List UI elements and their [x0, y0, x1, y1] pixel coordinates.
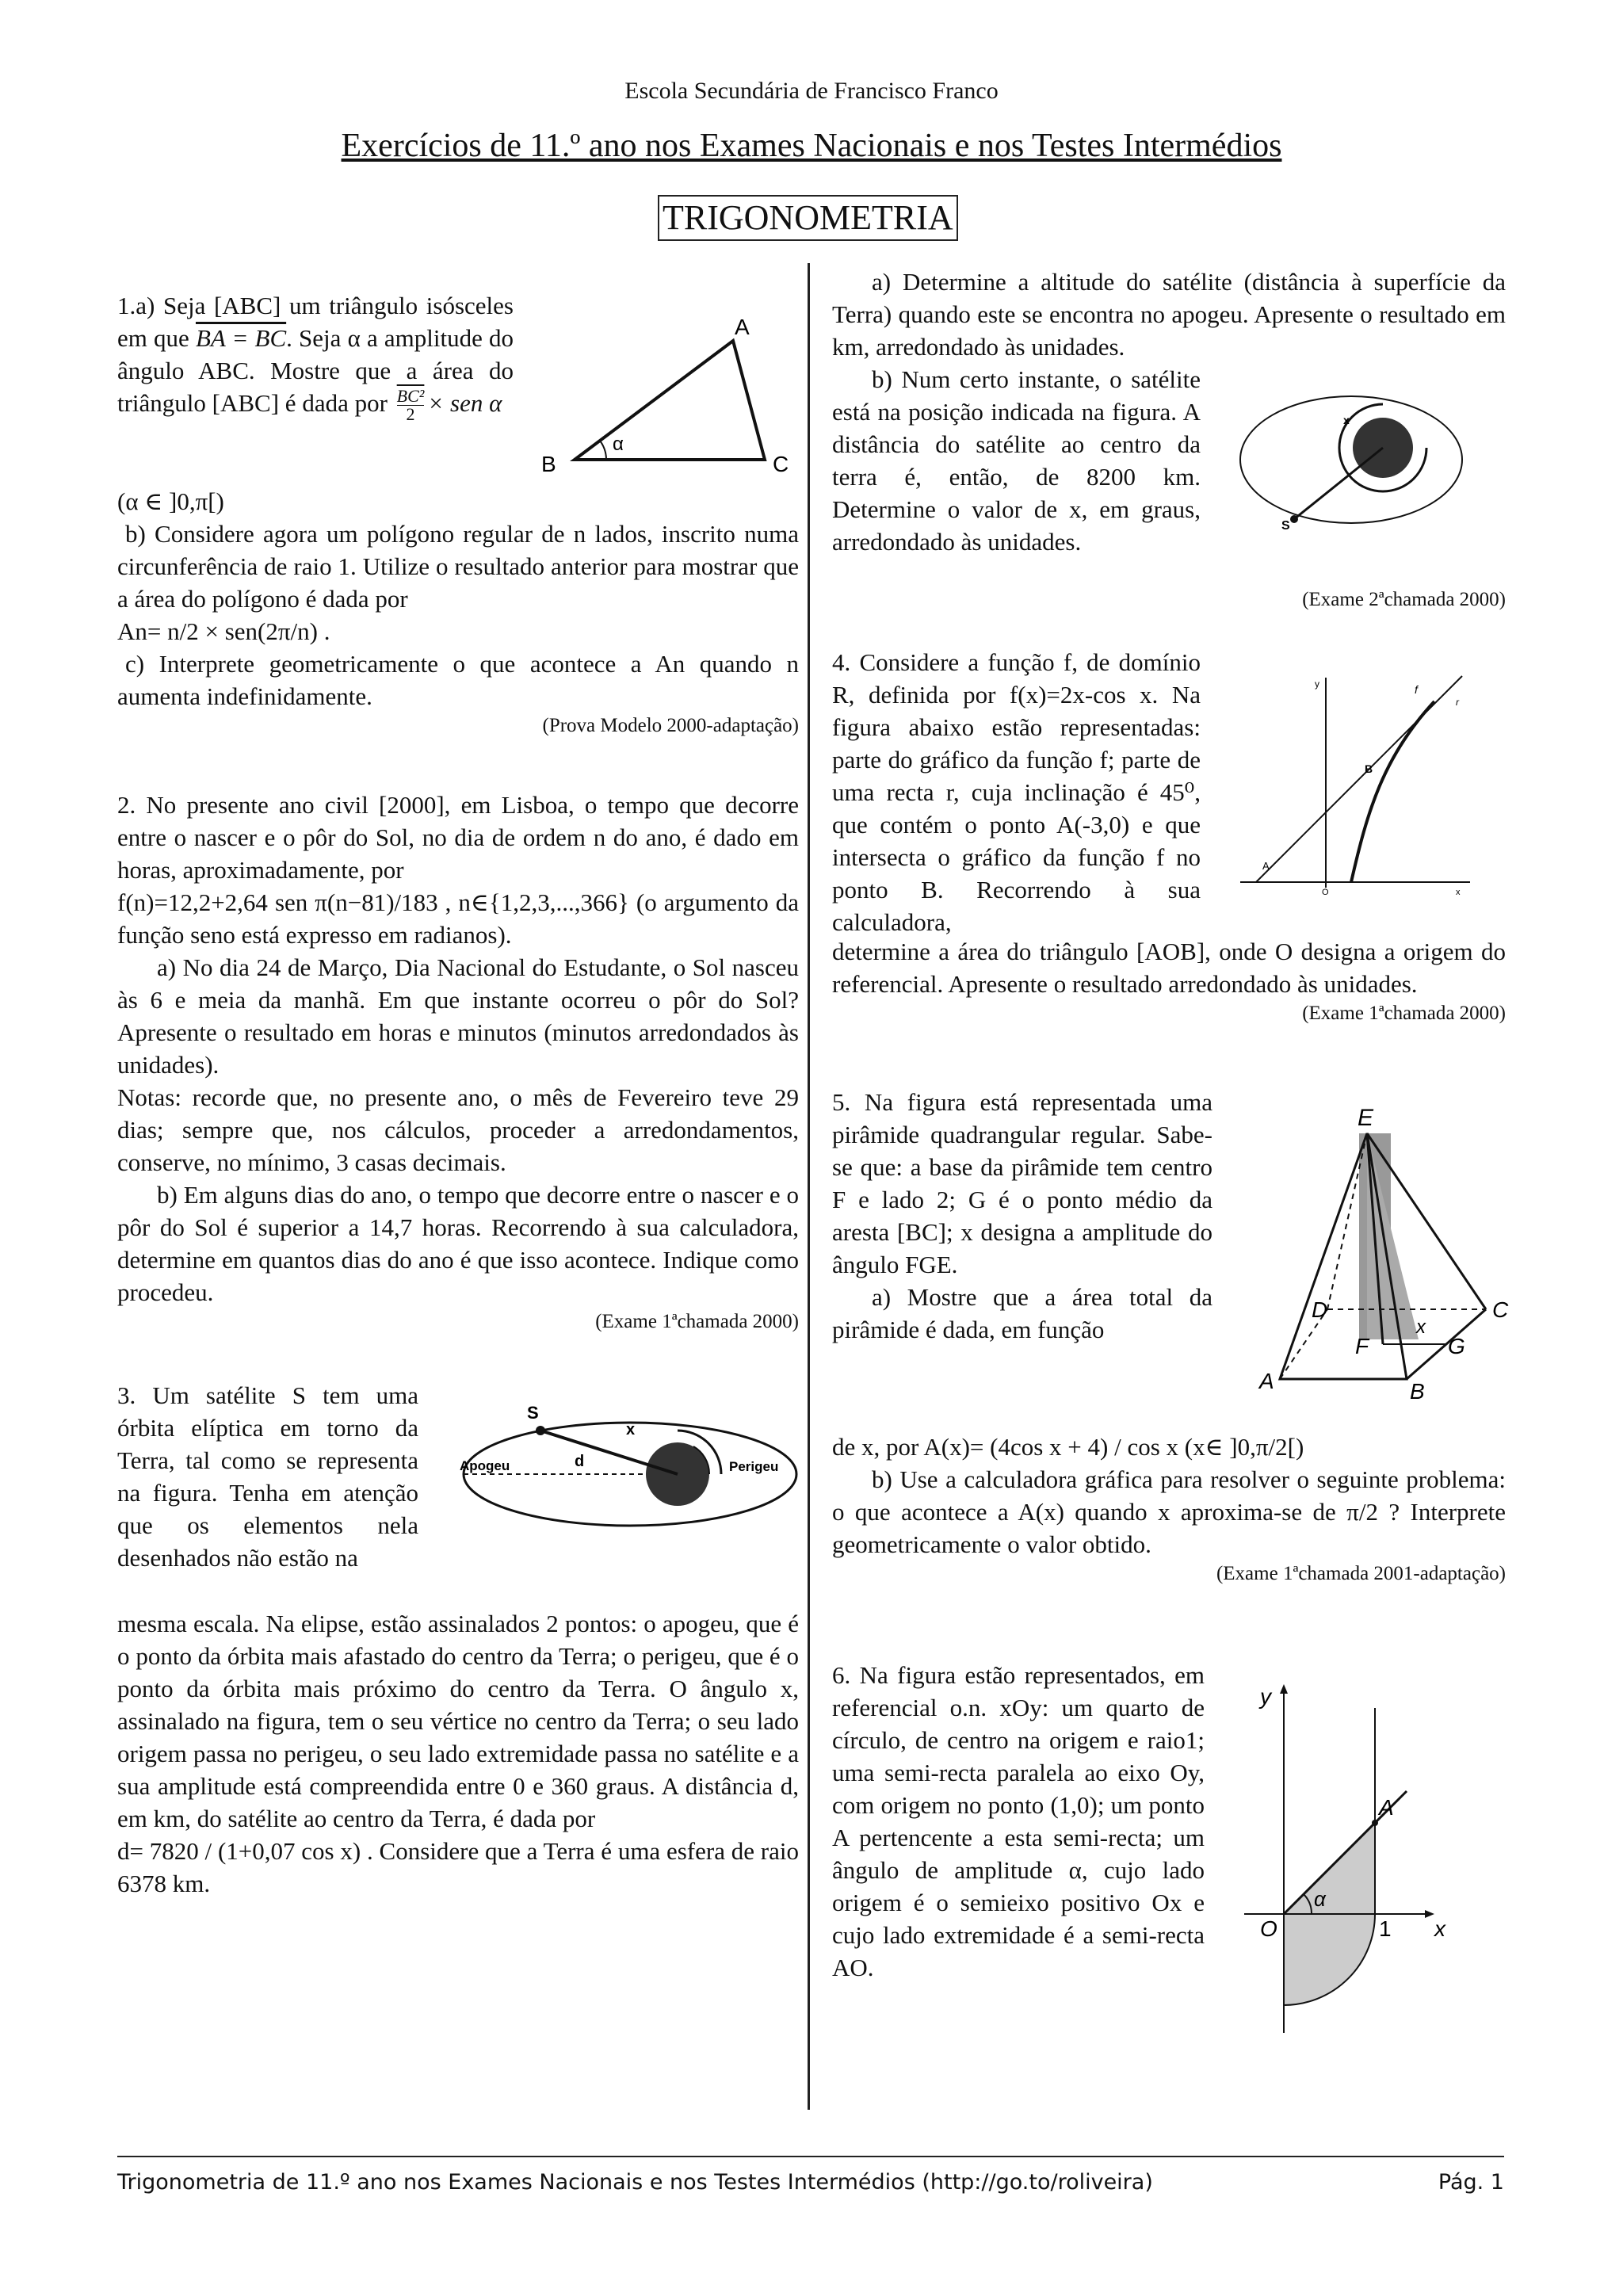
- q3-part-b: [832, 363, 1201, 558]
- subject-box: TRIGONOMETRIA: [658, 195, 958, 241]
- label-s-b: S: [1281, 519, 1290, 533]
- label-r: r: [1456, 697, 1459, 708]
- curve-f: [1351, 701, 1434, 882]
- satellite-line-b: [1294, 448, 1383, 519]
- q1-equation: BA = BC: [195, 324, 287, 352]
- quarter-circle-shade: [1284, 1914, 1375, 2005]
- school-name: Escola Secundária de Francisco Franco: [624, 78, 999, 104]
- label-b: B: [541, 452, 556, 476]
- q3-part-b-text: b) Num certo instante, o satélite está na posição indicada na figura. A distância do satélite ao centro da terra é, então, de 8200 km. Determine o valor de x, em graus, arredondado às unidades.: [832, 365, 1201, 556]
- q2-part-a: a) No dia 24 de Março, Dia Nacional do Estudante, o Sol nasceu às 6 e meia da manhã. Em que instante ocorreu o pôr do Sol? Apresente o resultado em horas e minutos (minutos arredondados às unidades).: [117, 953, 799, 1079]
- label-d: D: [1312, 1297, 1328, 1322]
- q6-text: 6. Na figura estão representados, em referencial o.n. xOy: um quarto de círculo, de centro na origem e raio1; uma semi-recta paralela ao eixo Oy, com origem no ponto (1,0); um ponto A pertencente a esta semi-recta; um ângulo de amplitude α, cujo lado origem é o semieixo positivo Ox e cujo lado extremidade é a semi-recta AO.: [832, 1661, 1205, 1981]
- label-alpha: α: [613, 434, 624, 455]
- label-b-vertex: B: [1410, 1379, 1425, 1404]
- label-s: S: [527, 1403, 539, 1423]
- q5-formula-block: [832, 1431, 1506, 1587]
- q4-graph-figure: [1232, 670, 1486, 897]
- label-x-angle: x: [1416, 1316, 1426, 1338]
- q3-d-formula: d= 7820 / (1+0,07 cos x) . Considere que a Terra é uma esfera de raio 6378 km.: [117, 1837, 799, 1897]
- q5-part-a: a) Mostre que a área total da pirâmide é dada, em função: [832, 1283, 1212, 1343]
- q5-source: (Exame 1ªchamada 2001-adaptação): [1216, 1563, 1506, 1584]
- label-b-point: B: [1365, 762, 1373, 775]
- q3-continued: mesma escala. Na elipse, estão assinalados 2 pontos: o apogeu, que é o ponto da órbita mais afastado do centro da Terra; o perigeu, que é o ponto da órbita mais próximo do centro da Terra. O ângulo x, assinalado na figura, tem o seu vértice no centro da Terra; o seu lado origem passa no perigeu, o seu lado extremidade passa no satélite e a sua amplitude está compreendida entre 0 e 360 graus. A distância d, em km, do satélite ao centro da Terra, é dada por: [117, 1610, 799, 1832]
- angle-arc: [600, 441, 606, 460]
- q3-source: (Exame 2ªchamada 2000): [1302, 589, 1506, 610]
- label-x-b: x: [1343, 414, 1350, 426]
- label-f: f: [1415, 683, 1418, 696]
- label-x-q6: x: [1434, 1916, 1445, 1941]
- page-title: Exercícios de 11.º ano nos Exames Nacionais e nos Testes Intermédios: [341, 128, 1282, 164]
- page-number: Pág. 1: [1438, 2170, 1504, 2195]
- q3-orbit-figure-b: [1232, 388, 1470, 539]
- footer-rule: [117, 2156, 1504, 2157]
- label-a-point: A: [1262, 860, 1270, 872]
- label-c: C: [773, 452, 789, 476]
- q1-triangle-figure: [527, 317, 812, 479]
- q1-an-formula: An= n/2 × sen(2π/n) .: [117, 617, 330, 645]
- label-alpha-q6: α: [1314, 1887, 1326, 1911]
- footer: [117, 2170, 1504, 2195]
- label-o-q6: O: [1260, 1916, 1277, 1941]
- label-apogeu: Apogeu: [460, 1458, 510, 1473]
- q3-intro: 3. Um satélite S tem uma órbita elíptica em torno da Terra, tal como se representa na figura. Tenha em atenção que os elementos nela desenhados não estão na: [117, 1381, 418, 1572]
- orbit-ellipse-b: [1240, 396, 1462, 523]
- point-a: [1372, 1820, 1378, 1826]
- q5-text: [832, 1086, 1212, 1346]
- q1-body: [117, 485, 799, 739]
- q1-source: (Prova Modelo 2000-adaptação): [542, 715, 799, 736]
- label-a-q6: A: [1379, 1795, 1394, 1820]
- label-g: G: [1448, 1334, 1465, 1358]
- q5-text-body: 5. Na figura está representada uma pirâmide quadrangular regular. Sabe-se que: a base da pirâmide tem centro F e lado 2; G é o ponto médio da aresta [BC]; x designa a amplitude do ângulo FGE.: [832, 1088, 1212, 1278]
- satellite-point: [536, 1426, 545, 1435]
- q5-part-b: b) Use a calculadora gráfica para resolver o seguinte problema: o que acontece a A(x) quando x aproxima-se de π/2 ? Interprete geometricamente o valor obtido.: [832, 1465, 1506, 1558]
- footer-text: Trigonometria de 11.º ano nos Exames Nacionais e nos Testes Intermédios (http://go.to/roliveira): [117, 2170, 1153, 2195]
- q1-formula-fraction: $\frac{\text{BC²}}{2}$: [396, 386, 425, 425]
- q2-formula: f(n)=12,2+2,64 sen π(n−81)/183 , n∈{1,2,3,...,366} (o argumento da função seno está expresso em radianos).: [117, 888, 799, 949]
- label-y: y: [1315, 678, 1319, 690]
- q1-formula-rest: × sen α: [427, 389, 502, 417]
- label-o: O: [1322, 888, 1329, 897]
- q2-block: [117, 789, 799, 1335]
- label-a: A: [735, 315, 750, 339]
- label-f: F: [1355, 1334, 1369, 1358]
- q2-part-b: b) Em alguns dias do ano, o tempo que decorre entre o nascer e o pôr do Sol é superior a 14,7 horas. Recorrendo à sua calculadora, determine em quantos dias do ano é que isso acontece. Indique como procedeu.: [117, 1181, 799, 1306]
- satellite-point-b: [1290, 515, 1298, 523]
- label-d: d: [575, 1453, 585, 1470]
- q2-intro: 2. No presente ano civil [2000], em Lisboa, o tempo que decorre entre o nascer e o pôr do Sol, no dia de ordem n do ano, é dado em horas, aproximadamente, por: [117, 791, 799, 884]
- q1-intro: [117, 289, 514, 423]
- column-divider: [808, 263, 810, 2110]
- q1-domain: (α ∈ ]0,π[): [117, 487, 224, 515]
- q3-body: [117, 1607, 799, 1900]
- q4-text: 4. Considere a função f, de domínio R, definida por f(x)=2x-cos x. Na figura abaixo estão representadas: parte do gráfico da função f; parte de uma recta r, cuja inclinação é 45⁰, que contém o ponto A(-3,0) e que intersecta o gráfico da função f no ponto B. Recorrendo à sua calculadora,: [832, 648, 1201, 936]
- q4-source: (Exame 1ªchamada 2000): [1302, 1003, 1506, 1024]
- label-x-axis: x: [1456, 888, 1461, 897]
- q3-orbit-figure: [452, 1395, 808, 1530]
- label-e: E: [1358, 1105, 1374, 1131]
- q4-continued: [832, 935, 1506, 1027]
- q1-intro-text-a: 1.a) Seja [ABC] um triângulo isósceles em que: [117, 292, 514, 352]
- label-c-vertex: C: [1492, 1297, 1509, 1322]
- label-a-vertex: A: [1259, 1369, 1274, 1393]
- label-x: x: [626, 1421, 636, 1438]
- q1-intro-text-b: . Seja α a amplitude do ângulo ABC. Mostre que a área do triângulo [ABC] é dada por: [117, 324, 514, 417]
- q4-continued-text: determine a área do triângulo [AOB], onde O designa a origem do referencial. Apresente o resultado arredondado às unidades.: [832, 938, 1506, 998]
- q3-part-a: [832, 266, 1506, 363]
- q6-figure: [1236, 1676, 1498, 2041]
- q1-part-b: b) Considere agora um polígono regular de n lados, inscrito numa circunferência de raio 1. Utilize o resultado anterior para mostrar que a área do polígono é dada por: [117, 520, 799, 613]
- q2-source: (Exame 1ªchamada 2000): [595, 1311, 799, 1332]
- triangle-abc: [575, 341, 765, 460]
- label-y-q6: y: [1260, 1684, 1271, 1709]
- q3-part-a-text: a) Determine a altitude do satélite (distância à superfície da Terra) quando este se encontra no apogeu. Apresente o resultado em km, arredondado às unidades.: [832, 268, 1506, 361]
- q5-pyramid-figure: [1224, 1102, 1510, 1411]
- label-perigeu: Perigeu: [729, 1459, 779, 1474]
- y-arrow: [1280, 1684, 1288, 1694]
- x-arrow: [1425, 1910, 1434, 1918]
- q1-part-c: c) Interprete geometricamente o que acontece a An quando n aumenta indefinidamente.: [117, 650, 799, 710]
- label-one: 1: [1379, 1916, 1392, 1941]
- q5-a-formula: de x, por A(x)= (4cos x + 4) / cos x (x∈ ]0,π/2[): [832, 1433, 1304, 1461]
- q2-notes: Notas: recorde que, no presente ano, o mês de Fevereiro teve 29 dias; sempre que, nos cálculos, proceder a arredondamentos, conserve, no mínimo, 3 casas decimais.: [117, 1083, 799, 1176]
